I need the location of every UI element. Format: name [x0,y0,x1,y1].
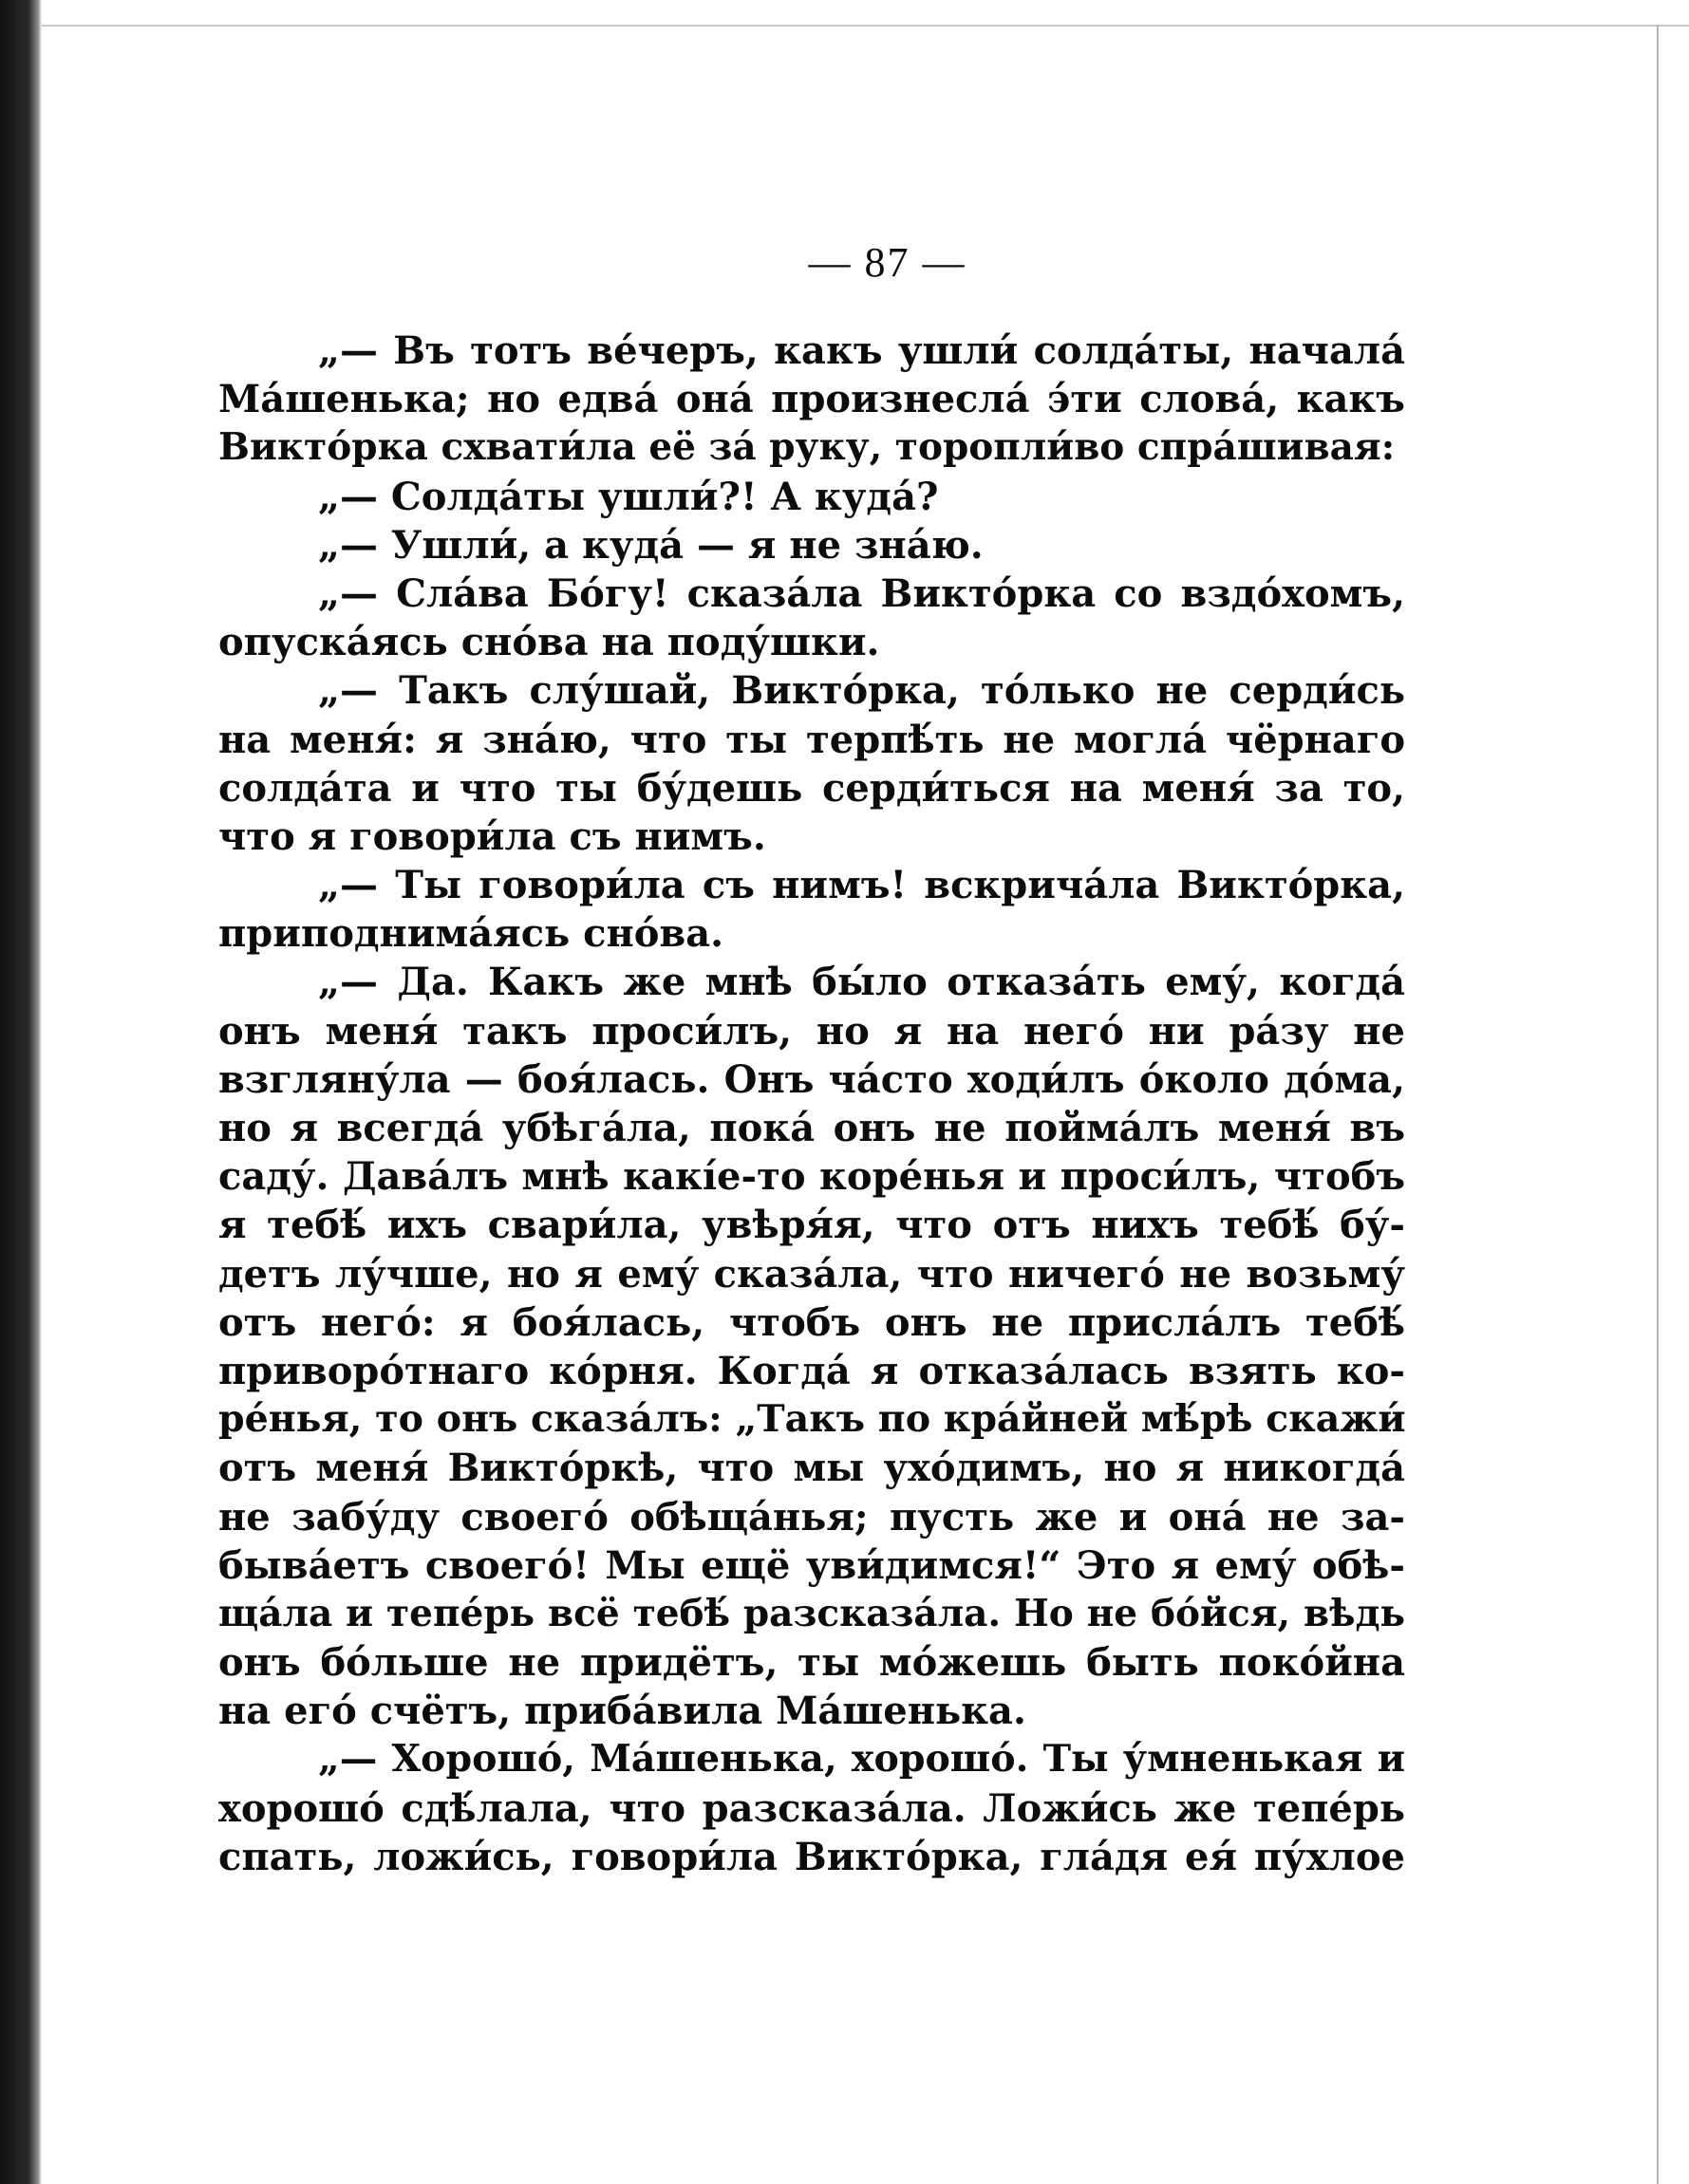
text-line: что я говори́ла съ нимъ. [218,813,766,859]
scan-top-edge [42,25,1689,27]
body-text [218,327,1405,1881]
text-line: на меня́: я зна́ю, что ты терпѣ́ть не могла́ чёрнаго [218,717,1405,762]
scan-right-edge [1657,25,1659,2184]
text-line: приподнима́ясь сно́ва. [218,911,724,957]
text-line: но я всегда́ убѣга́ла, пока́ онъ не пойма́лъ меня́ въ [218,1106,1405,1150]
text-line: ща́ла и тепе́рь всё тебѣ́ разсказа́ла. Но не бо́йся, вѣдь [218,1591,1405,1635]
scan-binding-edge [0,0,42,2184]
text-line: отъ меня́ Викто́ркѣ, что мы ухо́димъ, но я никогда́ [218,1446,1405,1491]
text-line: Ма́шенька; но едва́ она́ произнесла́ э́ти слова́, какъ [218,377,1405,422]
text-line: Викто́рка схвати́ла её за́ руку, торопли́во спра́шивая: [218,425,1396,470]
text-line: „— Ты говори́ла съ нимъ! вскрича́ла Викто́рка, [318,863,1405,908]
text-line: спать, ложи́сь, говори́ла Викто́рка, гла́дя ея́ пу́хлое [218,1834,1405,1879]
text-line: на его́ счётъ, приба́вила Ма́шенька. [218,1689,1026,1734]
text-line: „— Солда́ты ушли́?! А куда́? [318,474,939,519]
text-line: „— Ушли́, а куда́ — я не зна́ю. [318,522,984,568]
text-line: „— Да. Какъ же мнѣ бы́ло отказа́ть ему́, когда́ [318,960,1405,1005]
text-line: быва́етъ своего́! Мы ещё уви́димся!“ Это я ему́ обѣ- [218,1542,1405,1588]
text-line: я тебѣ́ ихъ свари́ла, увѣря́я, что отъ нихъ тебѣ́ бу́- [218,1203,1405,1248]
text-line: онъ меня́ такъ проси́лъ, но я на него́ ни ра́зу не [218,1008,1405,1054]
text-line: „— Въ тотъ ве́черъ, какъ ушли́ солда́ты, начала́ [318,328,1405,373]
text-line: приворо́тнаго ко́рня. Когда́ я отказа́лась взять ко- [218,1348,1405,1393]
text-line: опуска́ясь сно́ва на поду́шки. [218,620,880,665]
text-line: не забу́ду своего́ обѣща́нья; пусть же и она́ не за- [218,1494,1405,1540]
text-line: „— Хорошо́, Ма́шенька, хорошо́. Ты у́мненькая и [318,1737,1405,1782]
text-line: саду́. Дава́лъ мнѣ какі́е-то коре́нья и проси́лъ, чтобъ [218,1154,1405,1200]
text-line: „— Сла́ва Бо́гу! сказа́ла Викто́рка со вздо́хомъ, [318,570,1405,616]
text-line: хорошо́ сдѣ́лала, что разсказа́ла. Ложи́сь же тепе́рь [218,1785,1405,1831]
text-line: детъ лу́чше, но я ему́ сказа́ла, что ничего́ не возьму́ [218,1251,1405,1297]
text-line: „— Такъ слу́шай, Викто́рка, то́лько не серди́сь [318,668,1405,714]
page-number: — 87 — [808,239,966,286]
text-line: взгляну́ла — боя́лась. Онъ ча́сто ходи́лъ о́коло до́ма, [218,1056,1405,1102]
text-line: отъ него́: я боя́лась, чтобъ онъ не присла́лъ тебѣ́ [218,1299,1405,1345]
text-line: ре́нья, то онъ сказа́лъ: „Такъ по кра́йней мѣ́рѣ скажи́ [218,1397,1406,1442]
text-line: солда́та и что ты бу́дешь серди́ться на меня́ за то, [218,765,1405,811]
text-line: онъ бо́льше не придётъ, ты мо́жешь быть поко́йна [218,1640,1405,1686]
